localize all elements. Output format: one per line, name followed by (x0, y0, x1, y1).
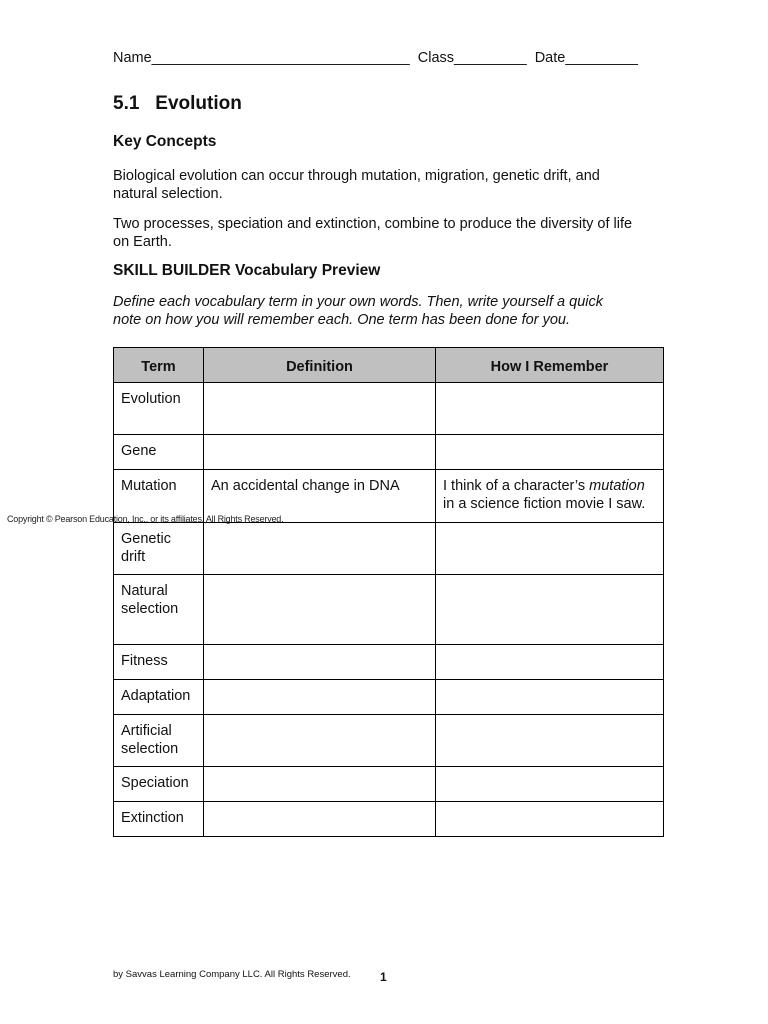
table-row (114, 645, 664, 680)
student-header (113, 50, 638, 66)
key-concepts-heading: Key Concepts (113, 133, 217, 150)
table-row (114, 523, 664, 575)
remember-cell[interactable] (436, 680, 664, 715)
key-concept-paragraph: Biological evolution can occur through mutation, migration, genetic drift, and natural selection. (113, 168, 600, 202)
column-header-how-i-remember: How I Remember (436, 348, 664, 383)
remember-cell[interactable] (436, 715, 664, 767)
page-number: 1 (380, 970, 387, 984)
remember-cell[interactable] (436, 435, 664, 470)
table-row (114, 767, 664, 802)
class-field[interactable]: Class_________ (417, 50, 527, 66)
table-row (114, 435, 664, 470)
lesson-name: Evolution (155, 93, 242, 114)
term-cell: Fitness (114, 645, 204, 680)
remember-cell[interactable] (436, 575, 664, 645)
table-row (114, 715, 664, 767)
remember-cell[interactable] (436, 383, 664, 435)
table-row (114, 383, 664, 435)
definition-cell[interactable] (204, 802, 436, 837)
definition-cell[interactable] (204, 523, 436, 575)
instructions-text: Define each vocabulary term in your own words. Then, write yourself a quick note on how you will remember each. One term has been done for you. (113, 294, 603, 328)
key-concept-paragraph: Two processes, speciation and extinction, combine to produce the diversity of life on Earth. (113, 216, 633, 250)
name-field[interactable]: Name________________________________ (113, 50, 410, 66)
table-row (114, 470, 664, 523)
remember-cell[interactable] (436, 767, 664, 802)
definition-cell[interactable] (204, 767, 436, 802)
table-row (114, 575, 664, 645)
term-cell: Speciation (114, 767, 204, 802)
date-field[interactable]: Date_________ (534, 50, 638, 66)
lesson-number: 5.1 (113, 93, 140, 114)
table-row (114, 680, 664, 715)
term-cell: Evolution (114, 383, 204, 435)
definition-cell[interactable] (204, 435, 436, 470)
lesson-title (113, 93, 242, 115)
remember-cell[interactable] (436, 802, 664, 837)
skill-builder-heading: SKILL BUILDER Vocabulary Preview (113, 262, 381, 279)
term-cell: Mutation (114, 470, 204, 523)
term-cell: Gene (114, 435, 204, 470)
definition-cell[interactable] (204, 575, 436, 645)
definition-cell[interactable] (204, 715, 436, 767)
term-cell: Artificial selection (114, 715, 204, 767)
remember-cell[interactable] (436, 645, 664, 680)
table-row (114, 802, 664, 837)
footer-copyright: by Savvas Learning Company LLC. All Rights Reserved. (113, 969, 351, 980)
definition-cell[interactable] (204, 383, 436, 435)
table-header-row (114, 348, 664, 383)
term-cell: Natural selection (114, 575, 204, 645)
term-cell: Genetic drift (114, 523, 204, 575)
definition-cell[interactable] (204, 645, 436, 680)
definition-cell[interactable]: An accidental change in DNA (204, 470, 436, 523)
side-copyright: Copyright © Pearson Education, Inc., or its affiliates. All Rights Reserved. (7, 514, 284, 524)
definition-cell[interactable] (204, 680, 436, 715)
remember-cell[interactable] (436, 523, 664, 575)
term-cell: Extinction (114, 802, 204, 837)
column-header-term: Term (114, 348, 204, 383)
vocabulary-table (113, 347, 664, 837)
term-cell: Adaptation (114, 680, 204, 715)
remember-cell[interactable]: I think of a character’s mutation in a science fiction movie I saw. (436, 470, 664, 523)
column-header-definition: Definition (204, 348, 436, 383)
